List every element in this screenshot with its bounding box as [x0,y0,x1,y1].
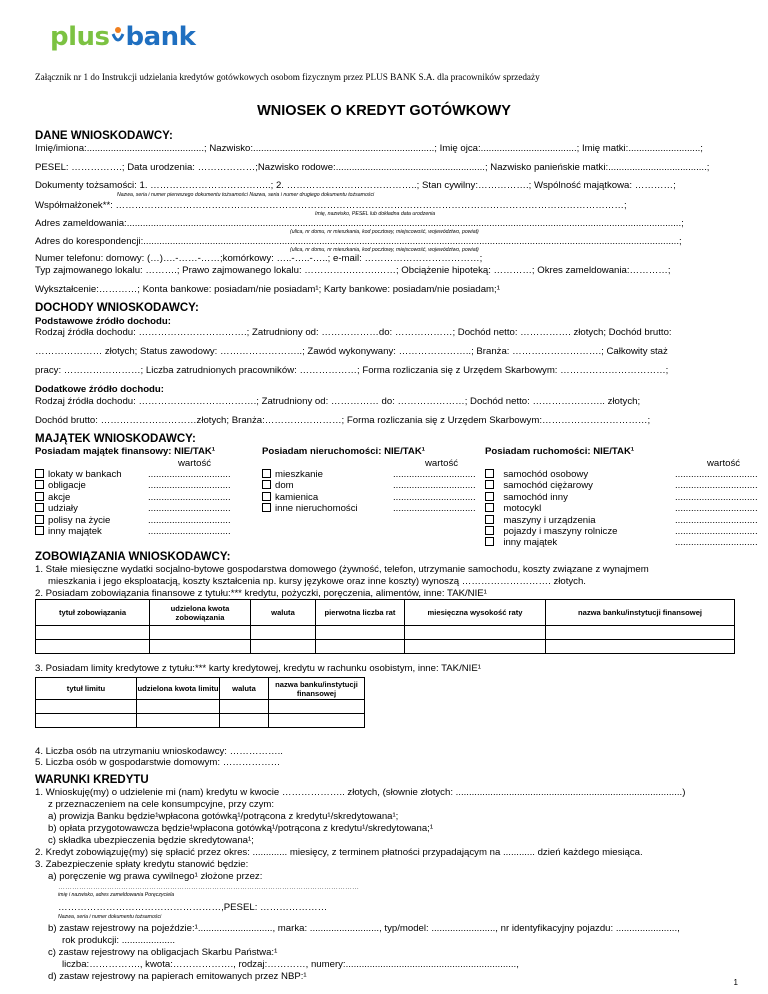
section-heading-zobowiazania: ZOBOWIĄZANIA WNIOSKODAWCY: [35,551,231,563]
asset-label: motocykl [503,503,542,515]
section-heading-dochody: DOCHODY WNIOSKODAWCY: [35,302,199,314]
value-field[interactable]: ............................... [393,503,476,515]
dane-line-6: Adres do korespondencji:.........................................................................................................................................................................................................; [35,236,682,247]
asset-label: samochód inny [503,491,568,503]
warunki-line-5: c) składka ubezpieczenia będzie skredytowana¹; [48,835,254,846]
warunki-line-4: b) opłata przygotowawcza będzie¹wpłacona gotówką¹/potrącona z kredytu¹/skredytowana;¹ [48,823,434,834]
majatek-col3-list [485,469,617,549]
checkbox-icon[interactable] [262,503,271,512]
dane-line-2: PESEL: …………….; Data urodzenia: ………………;Nazwisko rodowe:........................................................; Nazwisko panieńskie matki:.....................................; [35,162,710,173]
guarantor-doc-note: Nazwa, seria i numer dokumentu tożsamości [58,914,162,920]
checkbox-icon[interactable] [262,480,271,489]
checkbox-icon[interactable] [485,503,494,512]
table-cell[interactable] [546,626,735,640]
dochody-line-3: pracy: ……………………; Liczba zatrudnionych pracowników: ………………; Forma rozliczania się z Urzędem Skarbowym: ……………………………; [35,365,669,376]
majatek-col1-value-header: wartość [178,458,212,469]
table-header-cell: tytuł zobowiązania [36,600,150,626]
checkbox-icon[interactable] [35,469,44,478]
asset-label: inne nieruchomości [275,503,358,515]
table-cell[interactable] [150,640,251,654]
asset-label: samochód osobowy [503,469,589,480]
asset-label: akcje [48,491,71,503]
asset-label: samochód ciężarowy [503,480,593,492]
asset-checkbox-item[interactable] [485,526,617,537]
table-cell[interactable] [137,714,220,728]
warunki-line-2: z przeznaczeniem na cele konsumpcyjne, przy czym: [48,799,275,810]
majatek-col2-values [393,469,476,515]
checkbox-icon[interactable] [485,480,494,489]
asset-checkbox-item[interactable] [35,469,122,480]
asset-checkbox-item[interactable] [262,480,358,491]
warunki-line-c: c) zastaw rejestrowy na obligacjach Skarbu Państwa:¹ [48,947,278,958]
dochody-line-1: Rodzaj źródła dochodu: …………………………….; Zatrudniony od: ………………do: ………………; Dochód netto: ……………. złotych; Dochód brutto: [35,327,672,338]
checkbox-icon[interactable] [262,469,271,478]
dane-note-3: Nazwa, seria i numer pierwszego dokumentu tożsamości Nazwa, seria i numer drugiego dokumentu tożsamości [117,192,375,198]
asset-checkbox-item[interactable] [35,526,122,537]
table-cell[interactable] [220,714,269,728]
checkbox-icon[interactable] [485,492,494,501]
logo-emblem-icon [111,24,125,50]
table-cell[interactable] [36,700,137,714]
asset-checkbox-item[interactable] [35,492,122,503]
dochody-sub-1: Podstawowe źródło dochodu: [35,316,171,327]
dochody-heading-text: DOCHODY WNIOSKODAWCY [35,302,195,314]
value-field[interactable]: ............................... [675,469,758,480]
value-field[interactable]: ............................... [675,503,758,515]
value-field[interactable]: ............................... [675,514,758,526]
asset-label: lokaty w bankach [48,469,122,480]
table-header-row [36,600,735,626]
dane-note-4: Imię, nazwisko, PESEL lub dokładna data urodzenia [315,211,436,217]
asset-checkbox-item[interactable] [485,537,617,548]
value-field[interactable]: ............................... [148,491,231,503]
table-cell[interactable] [316,626,405,640]
table-header-cell: udzielona kwota zobowiązania [150,600,251,626]
dane-line-4: Współmałżonek**: ……………………………………………………………………………………………………………………………………………; [35,200,627,211]
table-cell[interactable] [36,714,137,728]
table-header-cell: nazwa banku/instytucji finansowej [269,678,365,700]
table-row [36,714,365,728]
value-field[interactable]: ............................... [148,525,231,537]
checkbox-icon[interactable] [35,492,44,501]
asset-label: maszyny i urządzenia [503,514,596,526]
table-header-cell: waluta [251,600,316,626]
limits-table [35,677,365,728]
asset-checkbox-item[interactable] [262,469,358,480]
warunki-line-c2: liczba:……………., kwota:………………., rodzaj:…………, numery:................................................................, [62,959,519,970]
value-field[interactable]: ............................... [393,480,476,492]
table-cell[interactable] [316,640,405,654]
asset-label: pojazdy i maszyny rolnicze [503,525,618,537]
table-row [36,640,735,654]
zob-p4: 4. Liczba osób na utrzymaniu wnioskodawcy: …………….. [35,746,283,757]
checkbox-icon[interactable] [35,503,44,512]
dochody-line-2: ………………… złotych; Status zawodowy: ……………………..; Zawód wykonywany: …………………..; Branża: ……………………….; Całkowity staż [35,346,668,357]
asset-checkbox-item[interactable] [262,492,358,503]
section-heading-dane: DANE WNIOSKODAWCY: [35,130,173,142]
warunki-line-8: a) poręczenie wg prawa cywilnego¹ złożone przez: [48,871,263,882]
value-field[interactable]: ............................... [393,469,476,480]
value-field[interactable]: ............................... [675,491,758,503]
page-title: WNIOSEK O KREDYT GOTÓWKOWY [257,103,511,119]
asset-checkbox-item[interactable] [485,492,617,503]
table-cell[interactable] [36,626,150,640]
value-field[interactable]: ............................... [675,480,758,492]
asset-checkbox-item[interactable] [485,503,617,514]
dane-line-1: Imię/imiona:............................................; Nazwisko:....................................................................; Imię ojca:....................................; Imię matki:...........................; [35,143,703,154]
table-header-cell: nazwa banku/instytucji finansowej [546,600,735,626]
asset-checkbox-item[interactable] [485,515,617,526]
value-field[interactable]: ............................... [393,491,476,503]
dane-line-8: Typ zajmowanego lokalu: ……….; Prawo zajmowanego lokalu: …………….…….……; Obciążenie hipoteką: …………; Okres zameldowania:…………; [35,265,671,276]
table-cell[interactable] [405,626,546,640]
logo-text-plus: plus [50,22,110,52]
warunki-line-6: 2. Kredyt zobowiązuję(my) się spłacić przez okres: ............. miesięcy, z terminem płatności przypadającym na ............ dzień każdego miesiąca. [35,847,643,858]
guarantor-dots[interactable]: ………………………………………………………………………………………………………………… [58,884,359,891]
asset-label: inny majątek [503,537,558,549]
value-field[interactable]: ............................... [675,537,758,549]
table-cell[interactable] [546,640,735,654]
dane-note-5: (ulica, nr domu, nr mieszkania, kod pocztowy, miejscowość, województwo, powiat) [290,229,479,235]
table-cell[interactable] [251,626,316,640]
asset-checkbox-item[interactable] [485,480,617,491]
majatek-col2-list [262,469,358,515]
logo-text-bank: bank [125,22,196,52]
table-header-cell: miesięczna wysokość raty [405,600,546,626]
table-cell[interactable] [269,714,365,728]
zob-p1b: mieszkania i jego eksploatacją, koszty kształcenia np. kursy językowe oraz inne koszty) wynoszą ………………………. złotych. [48,576,586,587]
dane-line-3: Dokumenty tożsamości: 1. ………………………………..; 2. …………………………………..; Stan cywilny:…………….; Wspólność majątkowa: …………; [35,180,676,191]
asset-label: udziały [48,503,78,515]
asset-label: inny majątek [48,525,102,537]
table-header-cell: udzielona kwota limitu [137,678,220,700]
warunki-line-b: b) zastaw rejestrowy na pojeździe:¹............................, marka: .........................., typ/model: ........................, nr identyfikacyjny pojazdu: ......................., [48,923,680,934]
warunki-line-3: a) prowizja Banku będzie¹wpłacona gotówką¹/potrącona z kredytu¹/skredytowana¹; [48,811,399,822]
table-header-cell: tytuł limitu [36,678,137,700]
zob-p1a: 1. Stałe miesięczne wydatki socjalno-bytowe gospodarstwa domowego (żywność, telefon, utrzymanie samochodu, koszty związane z wynajmem [35,564,649,575]
dane-line-7: Numer telefonu: domowy: (…)….-……-……;komórkowy: …..-…..-…..; e-mail: ………………………………; [35,253,483,264]
majatek-col1-list [35,469,122,537]
majatek-col3-value-header: wartość [707,458,741,469]
table-cell[interactable] [36,640,150,654]
warunki-line-d: d) zastaw rejestrowy na papierach emitowanych przez NBP:¹ [48,971,307,982]
checkbox-icon[interactable] [35,515,44,524]
section-heading-warunki: WARUNKI KREDYTU [35,774,149,786]
liabilities-table [35,599,735,654]
majatek-col1-title: Posiadam majątek finansowy: NIE/TAK¹ [35,446,216,457]
dochody-line-5: Dochód brutto: …………………………złotych; Branża:……………………; Forma rozliczania się z Urzędem Skarbowym:……………………………; [35,415,651,426]
table-cell[interactable] [220,700,269,714]
plus-bank-logo [50,22,195,54]
majatek-col2-title: Posiadam nieruchomości: NIE/TAK¹ [262,446,425,457]
value-field[interactable]: ............................... [148,514,231,526]
value-field[interactable]: ............................... [148,480,231,492]
dane-line-9: Wykształcenie:…………; Konta bankowe: posiadam/nie posiadam¹; Karty bankowe: posiadam/nie posiadam;¹ [35,284,500,295]
table-cell[interactable] [251,640,316,654]
value-field[interactable]: ............................... [148,503,231,515]
zob-p5: 5. Liczba osób w gospodarstwie domowym: ……………… [35,757,281,768]
checkbox-icon[interactable] [485,537,494,546]
table-header-cell: waluta [220,678,269,700]
value-field[interactable]: ............................... [148,469,231,480]
checkbox-icon[interactable] [35,526,44,535]
asset-checkbox-item[interactable] [35,480,122,491]
table-header-cell: pierwotna liczba rat [316,600,405,626]
dane-line-5: Adres zameldowania:................................................................................................................................................................................................................; [35,218,684,229]
table-row [36,700,365,714]
guarantor-pesel-line: ……………………………………………,PESEL: ………………… [58,902,328,913]
checkbox-icon[interactable] [485,526,494,535]
asset-checkbox-item[interactable] [485,469,617,480]
zob-p3: 3. Posiadam limity kredytowe z tytułu:*** karty kredytowej, kredytu w rachunku osobistym, inne: TAK/NIE¹ [35,663,481,674]
asset-label: dom [275,480,294,492]
checkbox-icon[interactable] [485,515,494,524]
table-cell[interactable] [150,626,251,640]
asset-label: obligacje [48,480,86,492]
table-header-row [36,678,365,700]
warunki-line-1: 1. Wnioskuję(my) o udzielenie mi (nam) kredytu w kwocie ……………….. złotych, (słownie złotych: .....................................................................................) [35,787,686,798]
warunki-line-7: 3. Zabezpieczenie spłaty kredytu stanowić będzie: [35,859,249,870]
asset-label: kamienica [275,491,319,503]
page-number: 1 [733,978,738,987]
asset-checkbox-item[interactable] [35,515,122,526]
asset-label: mieszkanie [275,469,323,480]
majatek-col2-value-header: wartość [425,458,459,469]
asset-checkbox-item[interactable] [262,503,358,514]
value-field[interactable]: ............................... [675,525,758,537]
asset-checkbox-item[interactable] [35,503,122,514]
dane-note-6: (ulica, nr domu, nr mieszkania, kod pocztowy, miejscowość, województwo, powiat) [290,247,479,253]
checkbox-icon[interactable] [262,492,271,501]
header-note: Załącznik nr 1 do Instrukcji udzielania kredytów gotówkowych osobom fizycznym przez PLUS BANK S.A. dla pracowników sprzedaży [35,72,540,82]
zob-p2: 2. Posiadam zobowiązania finansowe z tytułu:*** kredytu, pożyczki, poręczenia, alimentów, inne: TAK/NIE¹ [35,588,487,599]
guarantor-note: imię i nazwisko, adres zameldowania Poręczyciela [58,892,175,898]
table-cell[interactable] [269,700,365,714]
majatek-col3-values [675,469,758,549]
majatek-col3-title: Posiadam ruchomości: NIE/TAK¹ [485,446,635,457]
checkbox-icon[interactable] [485,469,494,478]
table-cell[interactable] [405,640,546,654]
dochody-line-4: Rodzaj źródła dochodu: ……………………………….; Zatrudniony od: …………… do: …………………; Dochód netto: ………………….. złotych; [35,396,641,407]
warunki-line-b2: rok produkcji: .................... [62,935,176,946]
table-row [36,626,735,640]
asset-label: polisy na życie [48,514,111,526]
dochody-sub-2: Dodatkowe źródło dochodu: [35,384,164,395]
checkbox-icon[interactable] [35,480,44,489]
table-cell[interactable] [137,700,220,714]
majatek-col1-values [148,469,231,537]
section-heading-majatek: MAJĄTEK WNIOSKODAWCY: [35,433,196,445]
